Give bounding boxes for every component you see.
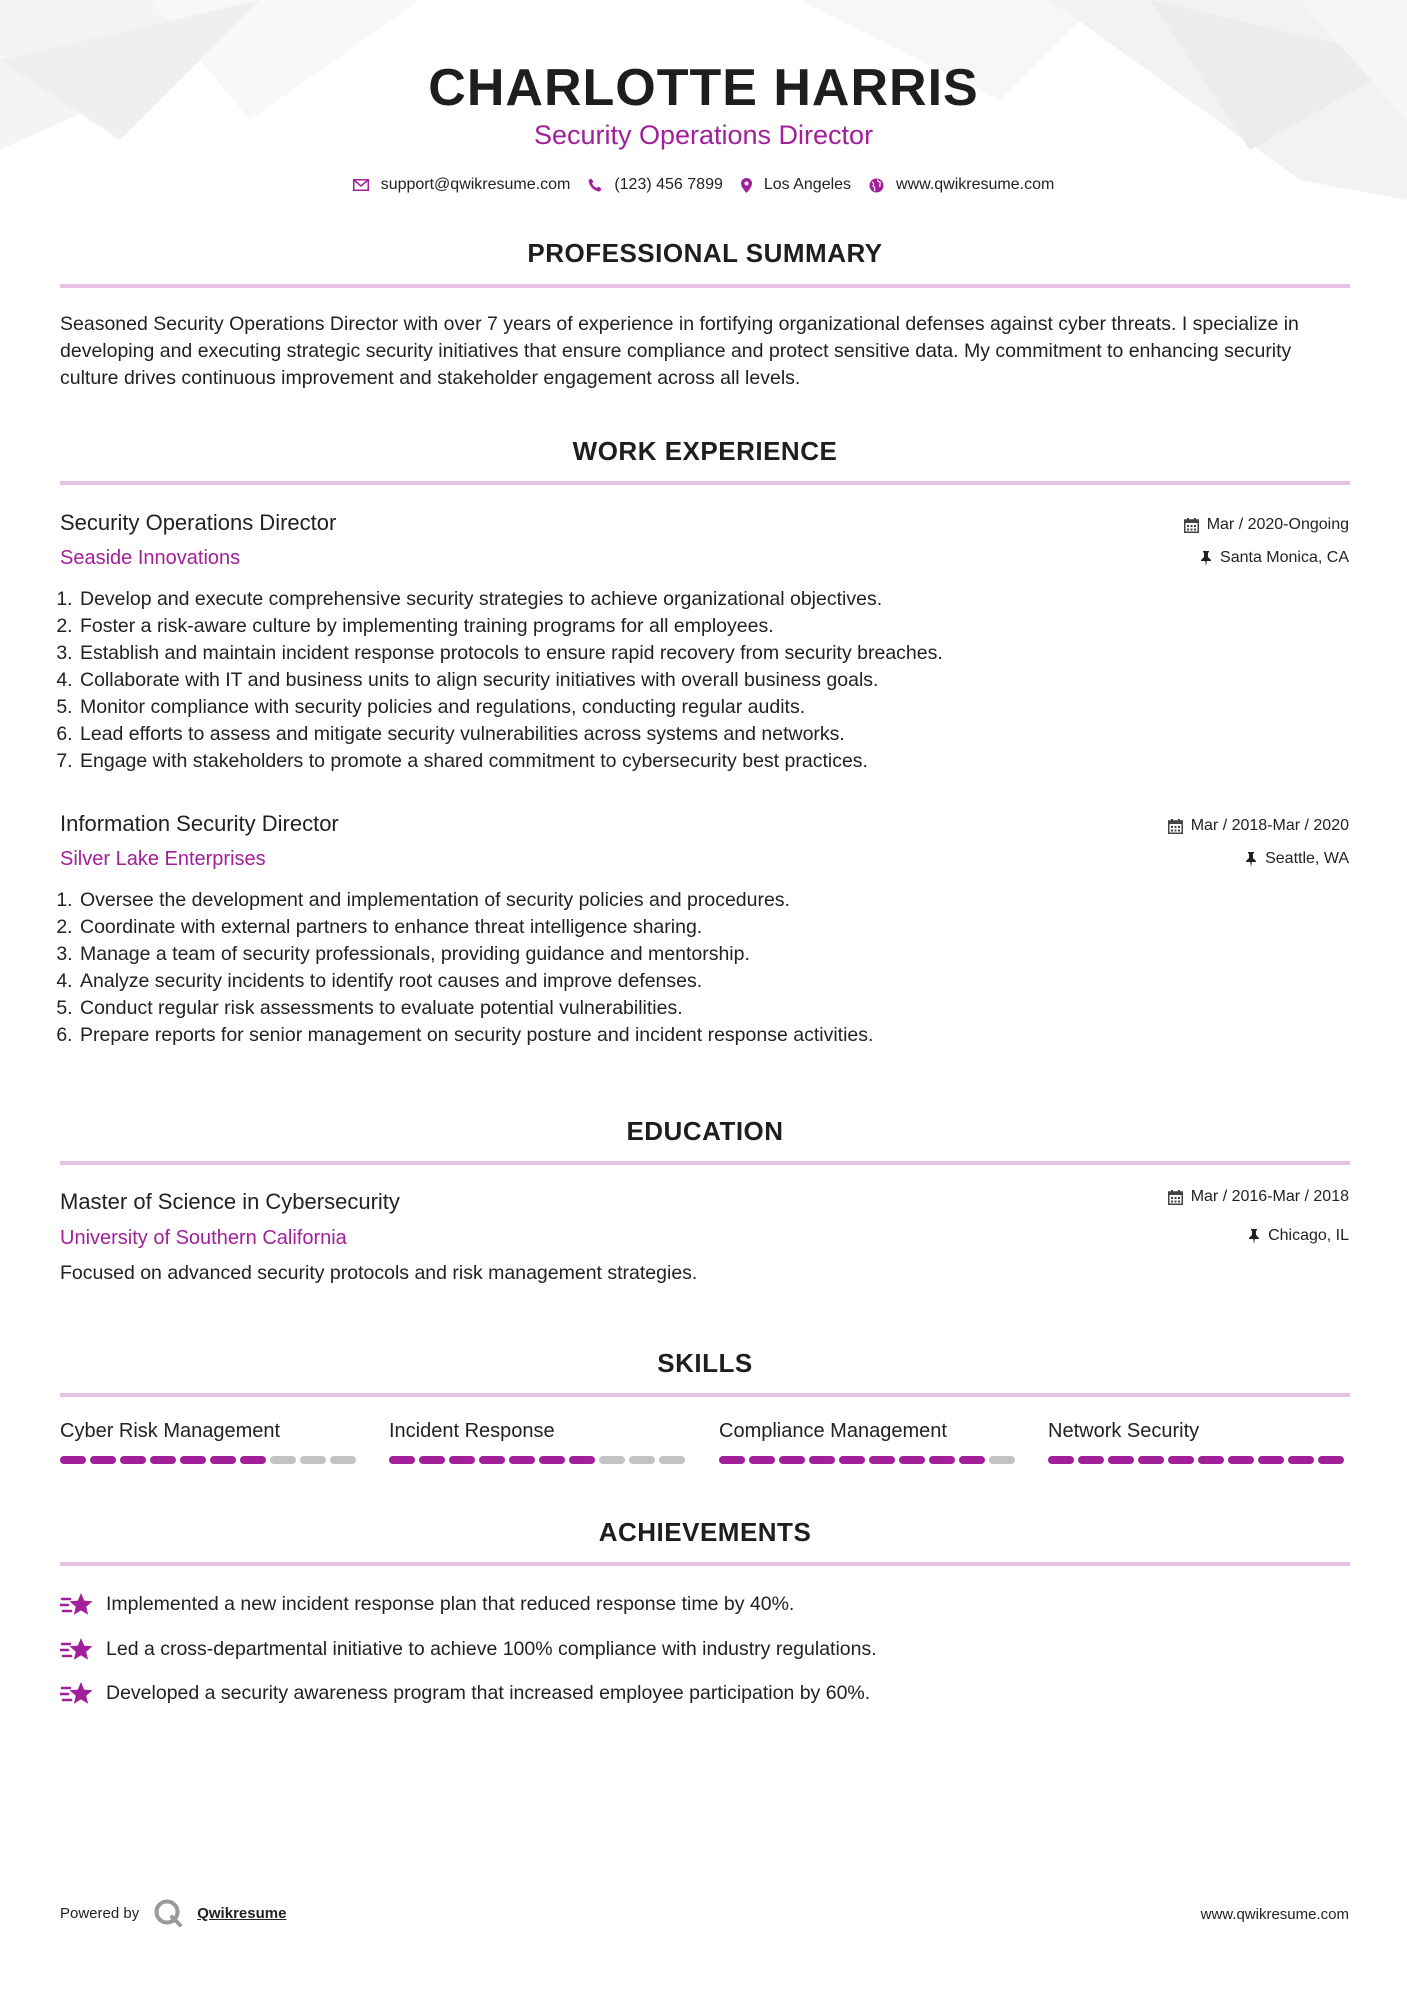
skill-level-segment	[959, 1456, 985, 1464]
skill-level-segment	[270, 1456, 296, 1464]
pushpin-icon	[1200, 551, 1212, 566]
skill-name: Network Security	[1048, 1420, 1200, 1442]
experience-divider	[60, 481, 1350, 485]
skill-item	[60, 1420, 360, 1464]
education-dates: Mar / 2016-Mar / 2018	[1168, 1188, 1349, 1206]
skill-level-segment	[1288, 1456, 1314, 1464]
responsibility-item: 6. Prepare reports for senior management on security posture and incident response activities.	[78, 1022, 1338, 1049]
skill-item	[719, 1420, 1019, 1464]
achievement-item: Led a cross-departmental initiative to achieve 100% compliance with industry regulations.	[60, 1634, 1320, 1664]
skills-divider	[60, 1393, 1350, 1397]
skill-level-segment	[1318, 1456, 1344, 1464]
skill-item	[1048, 1420, 1348, 1464]
skill-level-bar	[60, 1456, 360, 1464]
calendar-icon	[1168, 1190, 1183, 1205]
skill-level-bar	[389, 1456, 689, 1464]
education-location: Chicago, IL	[1248, 1227, 1349, 1245]
skill-level-segment	[240, 1456, 266, 1464]
skill-level-segment	[1228, 1456, 1254, 1464]
contact-bar	[0, 174, 1407, 196]
skills-heading: SKILLS	[657, 1348, 753, 1378]
envelope-icon	[353, 179, 369, 191]
education-divider	[60, 1161, 1350, 1165]
job-title: Information Security Director	[60, 811, 339, 836]
job-location: Santa Monica, CA	[1200, 549, 1349, 567]
responsibility-item: 6. Lead efforts to assess and mitigate security vulnerabilities across systems and networks.	[78, 721, 1338, 748]
skill-level-segment	[749, 1456, 775, 1464]
skill-level-segment	[330, 1456, 356, 1464]
skill-level-segment	[839, 1456, 865, 1464]
achievements-heading: ACHIEVEMENTS	[598, 1517, 812, 1547]
degree-title: Master of Science in Cybersecurity	[60, 1189, 400, 1214]
skill-name: Incident Response	[389, 1420, 555, 1442]
responsibility-item: 2. Foster a risk-aware culture by implementing training programs for all employees.	[78, 613, 1338, 640]
responsibility-item: 5. Conduct regular risk assessments to evaluate potential vulnerabilities.	[78, 995, 1338, 1022]
pushpin-icon	[1248, 1229, 1260, 1244]
candidate-name: CHARLOTTE HARRIS	[428, 59, 979, 117]
skill-level-segment	[90, 1456, 116, 1464]
school-name: University of Southern California	[60, 1227, 347, 1249]
shooting-star-icon	[60, 1592, 94, 1616]
skill-level-segment	[389, 1456, 415, 1464]
company-name: Silver Lake Enterprises	[60, 848, 266, 870]
skill-level-segment	[1108, 1456, 1134, 1464]
skill-level-segment	[210, 1456, 236, 1464]
skill-level-segment	[659, 1456, 685, 1464]
skill-level-segment	[1168, 1456, 1194, 1464]
map-pin-icon	[741, 178, 752, 193]
skill-name: Compliance Management	[719, 1420, 947, 1442]
responsibility-item: 4. Collaborate with IT and business units to align security initiatives with overall business goals.	[78, 667, 1338, 694]
skill-item	[389, 1420, 689, 1464]
skill-level-bar	[1048, 1456, 1348, 1464]
skill-level-segment	[1258, 1456, 1284, 1464]
contact-location: Los Angeles	[741, 176, 851, 194]
shooting-star-icon	[60, 1681, 94, 1705]
skill-level-segment	[1048, 1456, 1074, 1464]
skill-level-segment	[569, 1456, 595, 1464]
job-responsibilities	[60, 586, 1338, 775]
footer-website[interactable]: www.qwikresume.com	[1200, 1906, 1349, 1923]
qwikresume-link[interactable]: Qwikresume	[197, 1904, 287, 1922]
skill-level-segment	[629, 1456, 655, 1464]
job-dates: Mar / 2020-Ongoing	[1184, 516, 1349, 534]
company-name: Seaside Innovations	[60, 547, 241, 569]
shooting-star-icon	[60, 1637, 94, 1661]
globe-icon	[869, 178, 884, 193]
contact-website[interactable]: www.qwikresume.com	[869, 176, 1054, 194]
summary-text: Seasoned Security Operations Director with over 7 years of experience in fortifying organizational defenses against cyber threats. I specialize in developing and executing strategic security initiatives that ensure compliance and protect sensitive data. My commitment to enhancing security culture drives continuous improvement and stakeholder engagement across all levels.	[60, 313, 1299, 389]
responsibility-item: 3. Manage a team of security professionals, providing guidance and mentorship.	[78, 941, 1338, 968]
achievements-divider	[60, 1562, 1350, 1566]
skill-level-segment	[1138, 1456, 1164, 1464]
pushpin-icon	[1245, 852, 1257, 867]
skill-level-segment	[539, 1456, 565, 1464]
skill-level-segment	[60, 1456, 86, 1464]
achievement-item: Developed a security awareness program that increased employee participation by 60%.	[60, 1678, 1320, 1708]
skill-level-segment	[899, 1456, 925, 1464]
candidate-title: Security Operations Director	[533, 120, 874, 150]
skill-level-segment	[180, 1456, 206, 1464]
responsibility-item: 7. Engage with stakeholders to promote a shared commitment to cybersecurity best practices.	[78, 748, 1338, 775]
responsibility-item: 5. Monitor compliance with security policies and regulations, conducting regular audits.	[78, 694, 1338, 721]
summary-heading: PROFESSIONAL SUMMARY	[527, 238, 883, 268]
responsibility-item: 3. Establish and maintain incident response protocols to ensure rapid recovery from security breaches.	[78, 640, 1338, 667]
contact-phone[interactable]: (123) 456 7899	[588, 176, 723, 194]
responsibility-item: 2. Coordinate with external partners to enhance threat intelligence sharing.	[78, 914, 1338, 941]
job-responsibilities	[60, 887, 1338, 1049]
skill-level-segment	[1078, 1456, 1104, 1464]
skill-level-segment	[989, 1456, 1015, 1464]
skill-level-segment	[419, 1456, 445, 1464]
summary-divider	[60, 284, 1350, 288]
calendar-icon	[1168, 819, 1183, 834]
skill-level-segment	[120, 1456, 146, 1464]
phone-icon	[588, 178, 602, 192]
skill-level-segment	[1198, 1456, 1224, 1464]
footer-powered-by: Powered by Qwikresume	[60, 1898, 286, 1928]
skill-level-segment	[809, 1456, 835, 1464]
skill-level-segment	[509, 1456, 535, 1464]
skill-level-segment	[779, 1456, 805, 1464]
skill-level-bar	[719, 1456, 1019, 1464]
skill-level-segment	[300, 1456, 326, 1464]
education-heading: EDUCATION	[626, 1116, 784, 1146]
education-description: Focused on advanced security protocols and risk management strategies.	[60, 1262, 698, 1284]
skill-level-segment	[449, 1456, 475, 1464]
responsibility-item: 4. Analyze security incidents to identify root causes and improve defenses.	[78, 968, 1338, 995]
experience-heading: WORK EXPERIENCE	[572, 436, 838, 466]
skill-level-segment	[150, 1456, 176, 1464]
job-location: Seattle, WA	[1245, 850, 1349, 868]
skill-level-segment	[719, 1456, 745, 1464]
job-dates: Mar / 2018-Mar / 2020	[1168, 817, 1349, 835]
responsibility-item: 1. Develop and execute comprehensive security strategies to achieve organizational objectives.	[78, 586, 1338, 613]
skill-level-segment	[869, 1456, 895, 1464]
qwikresume-logo-icon	[153, 1898, 183, 1928]
skill-level-segment	[479, 1456, 505, 1464]
achievement-item: Implemented a new incident response plan that reduced response time by 40%.	[60, 1589, 1320, 1619]
contact-email[interactable]: support@qwikresume.com	[353, 176, 571, 194]
job-title: Security Operations Director	[60, 510, 337, 535]
skill-name: Cyber Risk Management	[60, 1420, 281, 1442]
responsibility-item: 1. Oversee the development and implementation of security policies and procedures.	[78, 887, 1338, 914]
skill-level-segment	[929, 1456, 955, 1464]
skill-level-segment	[599, 1456, 625, 1464]
calendar-icon	[1184, 518, 1199, 533]
